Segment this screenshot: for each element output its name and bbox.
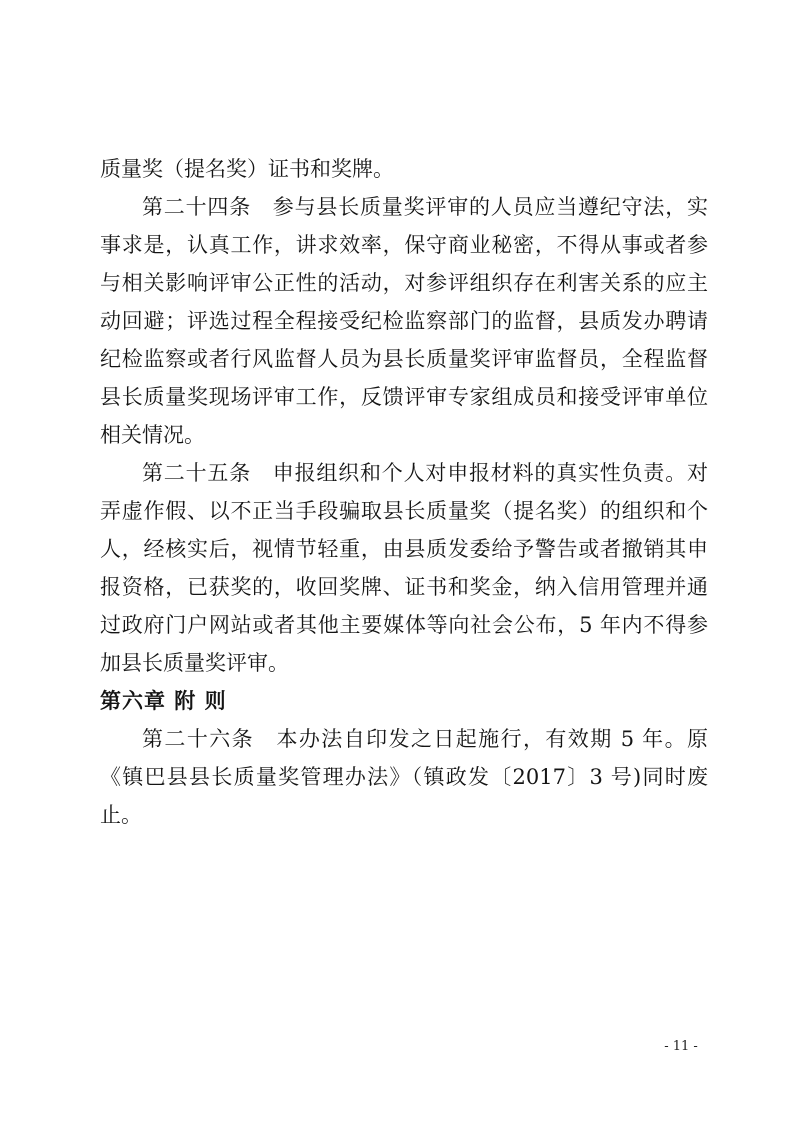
article-25-paragraph: 第二十五条 申报组织和个人对申报材料的真实性负责。对弄虚作假、以不正当手段骗取县长质量奖（提名奖）的组织和个人，经核实后，视情节轻重，由县质发委给予警告或者撤销其申报资格，已获奖的，收回奖牌、证书和奖金，纳入信用管理并通过政府门户网站或者其他主要媒体等向社会公布，5 年内不得参加县长质量奖评审。 (100, 461, 708, 675)
article-26-paragraph: 第二十六条 本办法自印发之日起施行，有效期 5 年。原《镇巴县县长质量奖管理办法》（镇政发〔2017〕3 号)同时废止。 (100, 727, 708, 827)
document-body (100, 150, 708, 834)
paragraph-continuation: 质量奖（提名奖）证书和奖牌。 (100, 157, 394, 181)
article-24-paragraph: 第二十四条 参与县长质量奖评审的人员应当遵纪守法，实事求是，认真工作，讲求效率，保守商业秘密，不得从事或者参与相关影响评审公正性的活动，对参评组织存在利害关系的应主动回避；评选过程全程接受纪检监察部门的监督，县质发办聘请纪检监察或者行风监督人员为县长质量奖评审监督员，全程监督县长质量奖现场评审工作，反馈评审专家组成员和接受评审单位相关情况。 (100, 195, 708, 447)
chapter-6-heading: 第六章 附 则 (100, 689, 227, 713)
page-number: - 11 - (664, 1039, 698, 1054)
